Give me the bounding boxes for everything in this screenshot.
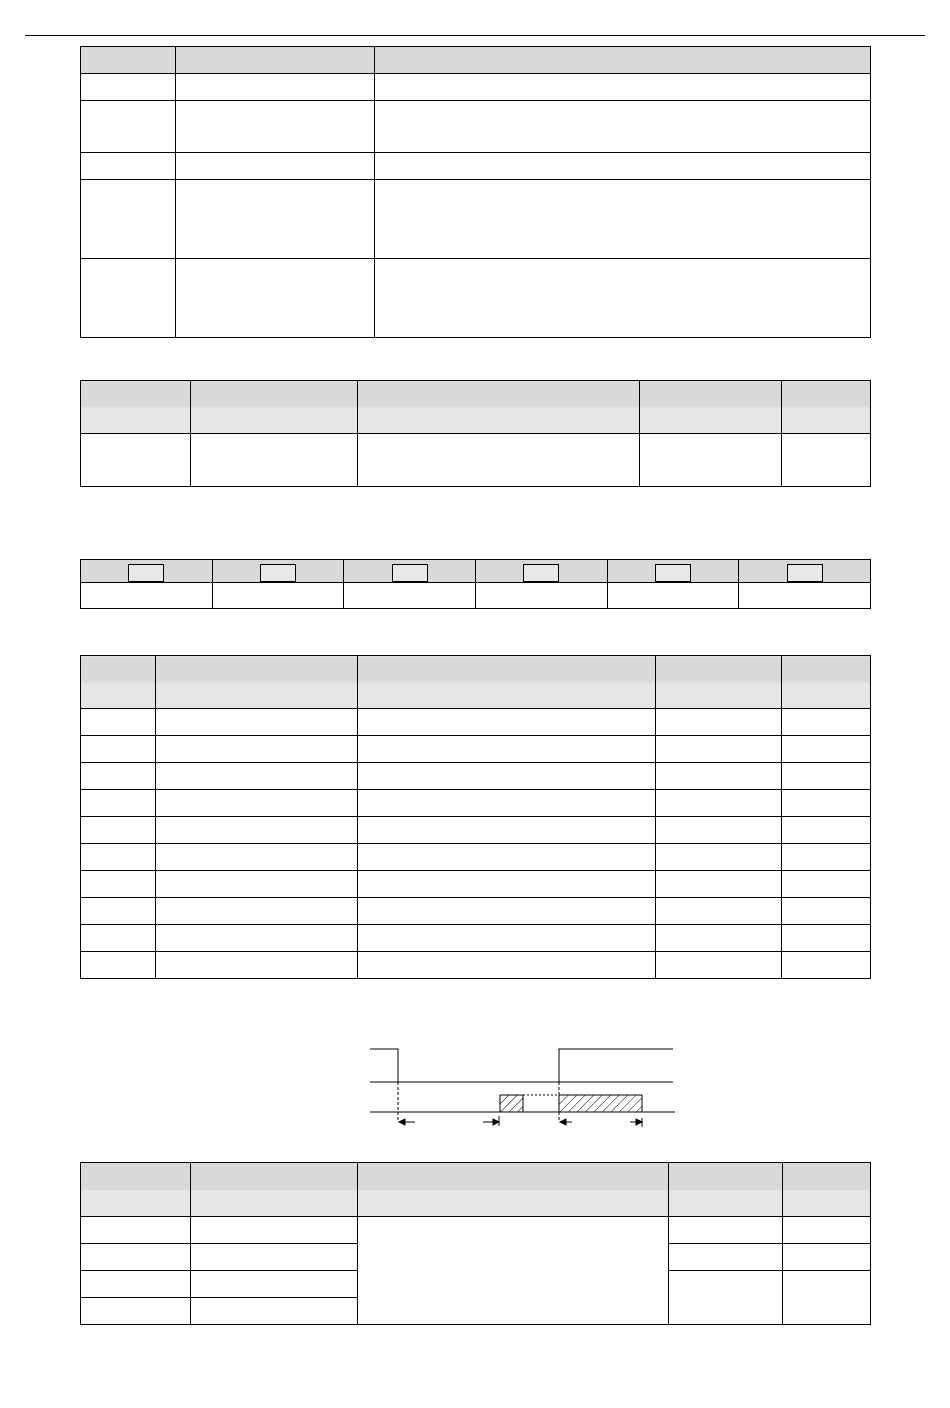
table-cell xyxy=(81,1298,191,1325)
table-cell xyxy=(358,871,656,898)
table-cell xyxy=(176,153,375,180)
table-row xyxy=(81,871,871,898)
table-cell xyxy=(191,434,358,487)
table-cell xyxy=(656,736,782,763)
table-cell xyxy=(656,925,782,952)
table-cell xyxy=(358,763,656,790)
table-cell xyxy=(344,583,476,609)
table-cell xyxy=(656,844,782,871)
table-cell-merged xyxy=(81,1244,191,1271)
table-header-cell xyxy=(81,1163,191,1217)
table-row xyxy=(81,952,871,979)
table-cell xyxy=(81,817,156,844)
header-box xyxy=(392,564,428,582)
table-cell xyxy=(782,952,871,979)
hatch-pulse-2 xyxy=(559,1095,642,1112)
table-cell xyxy=(156,844,358,871)
table-cell xyxy=(81,952,156,979)
table-cell xyxy=(607,583,739,609)
table-cell xyxy=(156,817,358,844)
table-cell xyxy=(375,74,871,101)
table-cell xyxy=(656,871,782,898)
table-row xyxy=(81,583,871,609)
table-cell xyxy=(782,925,871,952)
table-cell xyxy=(212,583,344,609)
table-cell xyxy=(782,763,871,790)
table-4 xyxy=(80,655,871,979)
table-cell xyxy=(782,790,871,817)
table-cell xyxy=(782,736,871,763)
table-row xyxy=(81,925,871,952)
table-header-cell xyxy=(156,656,358,709)
table-header-cell xyxy=(358,656,656,709)
table-cell xyxy=(81,1217,191,1244)
table-header-cell xyxy=(358,1163,669,1217)
table-5 xyxy=(80,1162,871,1325)
table-cell xyxy=(81,925,156,952)
table-header-cell xyxy=(358,381,640,434)
table-cell xyxy=(191,1298,358,1325)
arrow-left-icon xyxy=(399,1119,415,1125)
table-row xyxy=(81,259,871,338)
table-header-row xyxy=(81,47,871,74)
arrow-left-icon xyxy=(560,1119,572,1125)
table-cell xyxy=(156,925,358,952)
header-box xyxy=(655,564,691,582)
table-cell xyxy=(475,583,607,609)
table-cell xyxy=(81,736,156,763)
table-cell xyxy=(81,434,191,487)
table-row xyxy=(81,736,871,763)
table-cell xyxy=(156,952,358,979)
table-cell xyxy=(156,763,358,790)
table-cell xyxy=(669,1244,783,1271)
table-cell xyxy=(176,74,375,101)
table-cell xyxy=(782,817,871,844)
header-box xyxy=(128,564,164,582)
table-cell xyxy=(782,709,871,736)
table-cell xyxy=(81,871,156,898)
table-header-cell xyxy=(81,381,191,434)
table-cell-merged xyxy=(783,1271,871,1325)
table-cell xyxy=(81,763,156,790)
table-header-row xyxy=(81,1163,871,1217)
table-row xyxy=(81,817,871,844)
table-cell xyxy=(375,153,871,180)
table-cell xyxy=(191,1217,358,1244)
table-cell xyxy=(782,898,871,925)
table-cell xyxy=(358,925,656,952)
table-cell-merged xyxy=(191,1244,358,1271)
table-cell-merged xyxy=(669,1271,783,1325)
table-cell xyxy=(358,898,656,925)
table-cell xyxy=(656,790,782,817)
table-cell xyxy=(191,1271,358,1298)
arrow-right-icon xyxy=(630,1118,642,1127)
table-header-cell xyxy=(782,656,871,709)
arrow-right-icon xyxy=(483,1116,499,1126)
table-header-cell xyxy=(607,560,739,583)
table-header-cell xyxy=(375,47,871,74)
table-cell xyxy=(782,434,871,487)
table-header-cell xyxy=(191,1163,358,1217)
table-header-cell xyxy=(640,381,782,434)
table-cell xyxy=(156,871,358,898)
table-row xyxy=(81,434,871,487)
table-cell xyxy=(375,259,871,338)
table-cell xyxy=(358,790,656,817)
table-cell xyxy=(156,898,358,925)
table-cell xyxy=(358,844,656,871)
table-cell xyxy=(81,790,156,817)
header-rule xyxy=(25,35,925,36)
table-cell xyxy=(358,709,656,736)
table-header-cell xyxy=(212,560,344,583)
table-header-cell xyxy=(656,656,782,709)
table-cell xyxy=(656,952,782,979)
table-header-cell xyxy=(81,560,213,583)
table-cell xyxy=(81,101,176,153)
table-row xyxy=(81,180,871,259)
table-cell xyxy=(375,101,871,153)
table-cell xyxy=(358,952,656,979)
hatch-pulse-1 xyxy=(500,1095,523,1112)
table-cell xyxy=(782,844,871,871)
signal-1 xyxy=(370,1049,673,1082)
table-header-cell xyxy=(191,381,358,434)
table-cell xyxy=(81,583,213,609)
table-row xyxy=(81,101,871,153)
table-cell xyxy=(783,1217,871,1244)
table-cell xyxy=(783,1244,871,1271)
table-cell xyxy=(375,180,871,259)
table-cell xyxy=(81,1271,191,1298)
table-cell xyxy=(156,736,358,763)
table-cell xyxy=(358,434,640,487)
timing-diagram xyxy=(360,1040,690,1135)
table-cell xyxy=(81,153,176,180)
table-header-cell xyxy=(739,560,871,583)
table-header-cell xyxy=(176,47,375,74)
header-box xyxy=(260,564,296,582)
header-box xyxy=(787,564,823,582)
table-header-cell xyxy=(81,656,156,709)
table-row xyxy=(81,74,871,101)
table-row xyxy=(81,844,871,871)
table-cell xyxy=(156,709,358,736)
table-cell xyxy=(81,180,176,259)
table-header-cell xyxy=(782,381,871,434)
table-3 xyxy=(80,559,871,609)
table-cell xyxy=(358,736,656,763)
table-cell xyxy=(782,871,871,898)
table-cell xyxy=(81,74,176,101)
table-cell xyxy=(81,898,156,925)
table-cell xyxy=(176,101,375,153)
table-cell xyxy=(669,1217,783,1244)
table-row xyxy=(81,790,871,817)
table-header-row xyxy=(81,656,871,709)
header-box xyxy=(523,564,559,582)
table-header-row xyxy=(81,560,871,583)
table-cell-merged xyxy=(358,1217,669,1325)
table-header-row xyxy=(81,381,871,434)
table-cell xyxy=(176,180,375,259)
table-1 xyxy=(80,46,871,338)
table-row xyxy=(81,898,871,925)
table-header-cell xyxy=(783,1163,871,1217)
table-cell xyxy=(739,583,871,609)
table-cell xyxy=(656,709,782,736)
table-cell xyxy=(656,817,782,844)
table-cell xyxy=(640,434,782,487)
table-header-cell xyxy=(344,560,476,583)
table-cell xyxy=(358,817,656,844)
table-header-cell xyxy=(81,47,176,74)
table-cell xyxy=(81,844,156,871)
table-cell xyxy=(176,259,375,338)
table-cell xyxy=(81,709,156,736)
table-cell xyxy=(656,763,782,790)
table-row xyxy=(81,709,871,736)
table-cell xyxy=(656,898,782,925)
table-header-cell xyxy=(475,560,607,583)
table-cell xyxy=(156,790,358,817)
table-row xyxy=(81,1217,871,1244)
table-header-cell xyxy=(669,1163,783,1217)
table-2 xyxy=(80,380,871,487)
table-row xyxy=(81,763,871,790)
table-row xyxy=(81,153,871,180)
table-cell xyxy=(81,259,176,338)
